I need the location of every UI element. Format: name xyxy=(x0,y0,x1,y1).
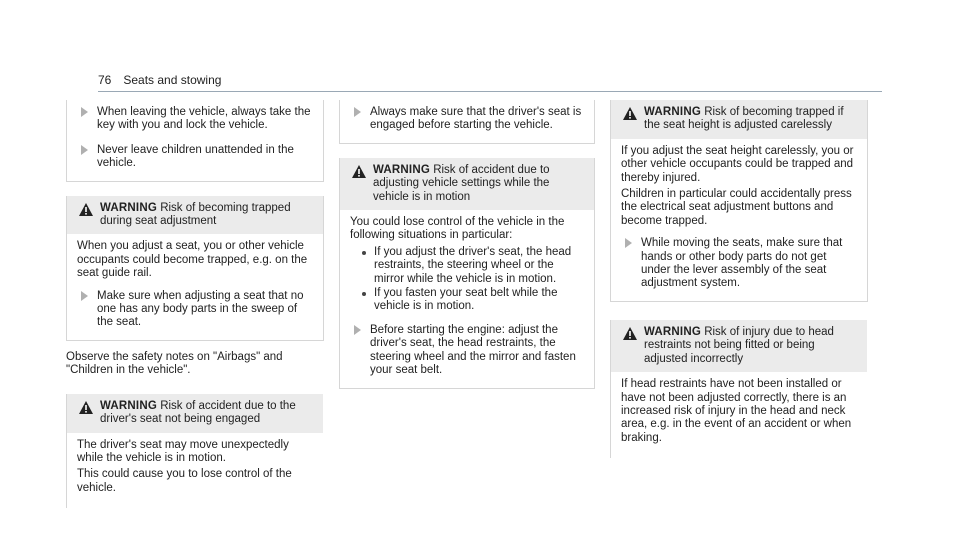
warning-body: If you adjust the seat height carelessly, you or other vehicle occupants could be trapped and thereby injured. Children in particular could accidentally press the electrical seat adjustment buttons and become trapped. While moving the seats, make sure that hands or other body parts do not get under the lever assembly of the seat adjustment system. xyxy=(611,139,867,301)
column-1 xyxy=(66,100,311,508)
warning-header xyxy=(340,158,594,210)
instruction-item: When leaving the vehicle, always take the key with you and lock the vehicle. xyxy=(67,106,323,133)
warning-label: WARNING xyxy=(644,106,701,118)
warning-header xyxy=(67,394,323,433)
bullet-icon xyxy=(362,292,366,296)
instruction-item: Make sure when adjusting a seat that no one has any body parts in the sweep of the seat. xyxy=(77,290,313,330)
list-item: If you adjust the driver's seat, the head restraints, the steering wheel or the mirror while the vehicle is in motion. xyxy=(350,246,584,286)
list-item: If you fasten your seat belt while the vehicle is in motion. xyxy=(350,287,584,314)
warning-header xyxy=(67,196,323,235)
warning-body: When you adjust a seat, you or other vehicle occupants could become trapped, e.g. on the seat guide rail. Make sure when adjusting a seat that no one has any body parts in the sweep of the seat. xyxy=(67,234,323,339)
warning-body: You could lose control of the vehicle in the following situations in particular: If you adjust the driver's seat, the head restraints, the steering wheel or the mirror while the vehicle is in motion. If you fasten your seat belt while the vehicle is in motion. Before starting the engine: adjust the driver's seat, the head restraints, the steering wheel and the mirror and fasten your seat belt. xyxy=(340,210,594,387)
warning-label: WARNING xyxy=(100,201,157,214)
warning-icon xyxy=(623,107,637,120)
instruction-box xyxy=(66,100,324,182)
warning-text: Risk of becoming trapped during seat adjustment xyxy=(100,201,291,228)
warning-body: If head restraints have not been installed or have not been adjusted correctly, there is an increased risk of injury in the head and neck area, e.g. in the event of an accident or when braking. xyxy=(621,378,852,444)
warning-box xyxy=(66,394,323,508)
arrow-icon xyxy=(354,325,361,335)
observe-note: Observe the safety notes on "Airbags" and "Children in the vehicle". xyxy=(66,350,283,377)
warning-header xyxy=(611,100,867,139)
bullet-icon xyxy=(362,251,366,255)
arrow-icon xyxy=(81,145,88,155)
instruction-item: Never leave children unattended in the vehicle. xyxy=(67,144,323,171)
warning-box xyxy=(610,320,867,458)
warning-header xyxy=(611,320,867,372)
instruction-item: Always make sure that the driver's seat is engaged before starting the vehicle. xyxy=(340,106,594,133)
warning-box xyxy=(66,196,324,341)
instruction-box xyxy=(339,100,595,144)
instruction-item: While moving the seats, make sure that hands or other body parts do not get under the lever assembly of the seat adjustment system. xyxy=(621,237,857,291)
page-number: 76 xyxy=(98,73,112,87)
warning-body: The driver's seat may move unexpectedly while the vehicle is in motion. This could cause you to lose control of the vehicle. xyxy=(77,438,292,494)
arrow-icon xyxy=(354,107,361,117)
page-header xyxy=(98,74,221,87)
warning-icon xyxy=(352,165,366,178)
warning-text: Risk of accident due to adjusting vehicle settings while the vehicle is in motion xyxy=(373,163,550,203)
warning-icon xyxy=(79,401,93,414)
column-3 xyxy=(610,100,852,458)
column-2 xyxy=(339,100,581,389)
warning-icon xyxy=(623,327,637,340)
instruction-item: Before starting the engine: adjust the driver's seat, the head restraints, the steering wheel and the mirror and fasten your seat belt. xyxy=(350,324,584,378)
warning-text: Risk of accident due to the driver's seat not being engaged xyxy=(100,399,296,426)
warning-label: WARNING xyxy=(644,325,701,338)
warning-text: Risk of injury due to head restraints not being fitted or being adjusted incorrectly xyxy=(644,325,834,365)
warning-box xyxy=(610,100,868,302)
warning-label: WARNING xyxy=(373,163,430,176)
warning-text: Risk of becoming trapped if the seat height is adjusted carelessly xyxy=(644,106,844,132)
warning-icon xyxy=(79,203,93,216)
arrow-icon xyxy=(81,107,88,117)
section-title: Seats and stowing xyxy=(123,73,222,87)
arrow-icon xyxy=(81,291,88,301)
warning-label: WARNING xyxy=(100,399,157,412)
warning-box xyxy=(339,158,595,389)
header-divider xyxy=(98,91,882,92)
arrow-icon xyxy=(625,238,632,248)
